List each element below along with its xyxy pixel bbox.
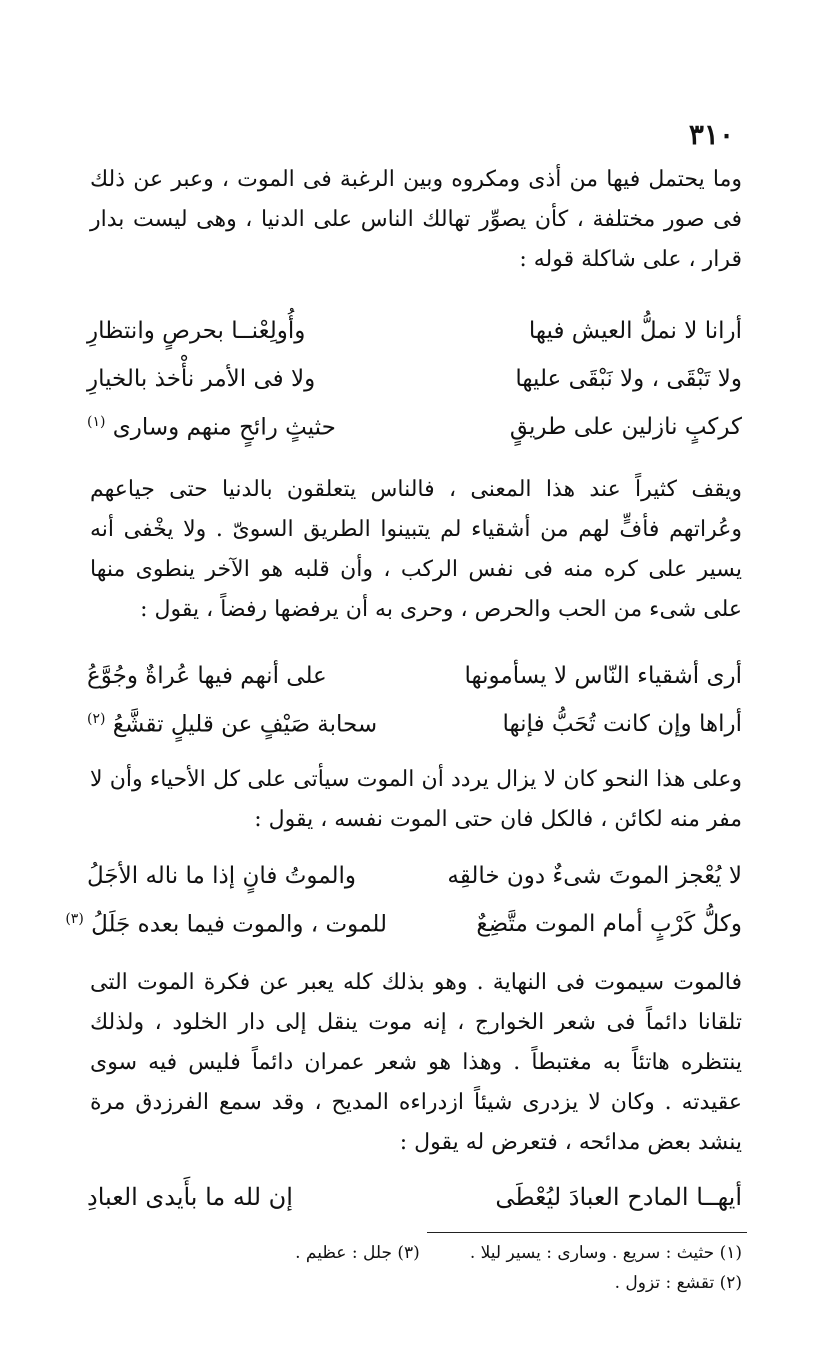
verse-second-hemistich: والموتُ فانٍ إذا ما ناله الأجَلُ	[87, 863, 357, 889]
verse-group-3	[65, 852, 742, 948]
verse-line	[65, 900, 742, 948]
verse-first-hemistich: أرى أشقياء النّاس لا يسأمونها	[464, 663, 742, 689]
verse-first-hemistich: لا يُعْجز الموتَ شىءٌ دون خالقِه	[447, 863, 742, 889]
verse-second-hemistich	[87, 711, 387, 738]
footnote-marker: (٢)	[87, 710, 106, 727]
paragraph-4: فالموت سيموت فى النهاية . وهو بذلك كله يعبر عن فكرة الموت التى تلقانا دائماً فى شعر الخوارج ، إنه موت ينقل إلى دار الخلود ، ولذلك ينتظره هاتئاً به مغتبطاً . وهذا هو شعر عمران دائماً فليس فيه سوى عقيدته . وكان لا يزدرى شيئاً ازدراءه المديح ، وقد سمع الفرزدق مرة ينشد بعض مدائحه ، فتعرض له يقول :	[90, 970, 742, 1155]
footnote-2: (٢) تقشع : تزول .	[614, 1273, 742, 1293]
verse-line-final	[87, 1183, 742, 1211]
verse-first-hemistich: أراها وإن كانت تُحَبُّ فإنها	[502, 711, 742, 737]
verse-first-hemistich: أرانا لا نملُّ العيش فيها	[528, 318, 742, 344]
footnote-1: (١) حثيث : سريع . وسارى : يسير ليلا .	[469, 1243, 742, 1263]
verse-text: للموت ، والموت فيما بعده جَلَلُ	[91, 911, 387, 938]
footnote-row	[87, 1268, 742, 1298]
footnotes	[87, 1238, 742, 1298]
verse-first-hemistich: وكلُّ كَرْبٍ أمام الموت متَّضِعٌ	[476, 911, 742, 937]
verse-second-hemistich: على أنهم فيها عُراةٌ وجُوَّعُ	[87, 663, 327, 689]
footnote-marker: (١)	[87, 413, 106, 430]
paragraph-3: وعلى هذا النحو كان لا يزال يردد أن الموت سيأتى على كل الأحياء وأن لا مفر منه لكائن ، فالكل فان حتى الموت نفسه ، يقول :	[90, 767, 742, 832]
footnote-row	[87, 1238, 742, 1268]
verse-second-hemistich: ولا فى الأمر نأْخذ بالخيارِ	[87, 366, 316, 392]
verse-first-hemistich: كركبٍ نازلين على طريقٍ	[509, 414, 742, 440]
verse-second-hemistich	[87, 414, 387, 441]
verse-text: سحابة صَيْفٍ عن قليلٍ تقشَّعُ	[112, 711, 378, 738]
footnote-divider	[427, 1232, 747, 1233]
verse-line	[87, 355, 742, 403]
verse-second-hemistich: إن لله ما بأَيدى العبادِ	[87, 1183, 293, 1211]
footnote-3: (٣) جلل : عظيم .	[295, 1243, 420, 1263]
verse-line	[87, 307, 742, 355]
verse-second-hemistich: وأُولِعْنــا بحرصٍ وانتظارِ	[87, 318, 306, 344]
verse-line	[87, 852, 742, 900]
verse-group-1	[87, 307, 742, 451]
verse-second-hemistich	[65, 910, 387, 938]
verse-line	[87, 403, 742, 451]
paragraph-2: ويقف كثيراً عند هذا المعنى ، فالناس يتعلقون بالدنيا حتى جياعهم وعُراتهم فأفٍّ لهم من أشقياء لم يتبينوا الطريق السوىّ . ولا يخْفى أنه يسير على كره منه فى نفس الركب ، وأن قلبه هو الآخر ينطوى منها على شىء من الحب والحرص ، وحرى به أن يرفضها رفضاً ، يقول :	[90, 477, 742, 622]
verse-line	[87, 700, 742, 748]
paragraph-1: وما يحتمل فيها من أذى ومكروه وبين الرغبة فى الموت ، وعبر عن ذلك فى صور مختلفة ، كأن يصوِّر تهالك الناس على الدنيا ، وهى ليست بدار قرار ، على شاكلة قوله :	[90, 167, 742, 272]
verse-text: حثيثٍ رائحٍ منهم وسارى	[112, 414, 336, 441]
verse-first-hemistich: أيهــا المادح العبادَ ليُعْطَى	[495, 1183, 742, 1211]
page-number: ٣١٠	[688, 118, 734, 151]
verse-line	[87, 652, 742, 700]
verse-group-2	[87, 652, 742, 748]
footnote-marker: (٣)	[65, 910, 84, 927]
verse-first-hemistich: ولا تَبْقَى ، ولا نَبْقَى عليها	[515, 366, 742, 392]
